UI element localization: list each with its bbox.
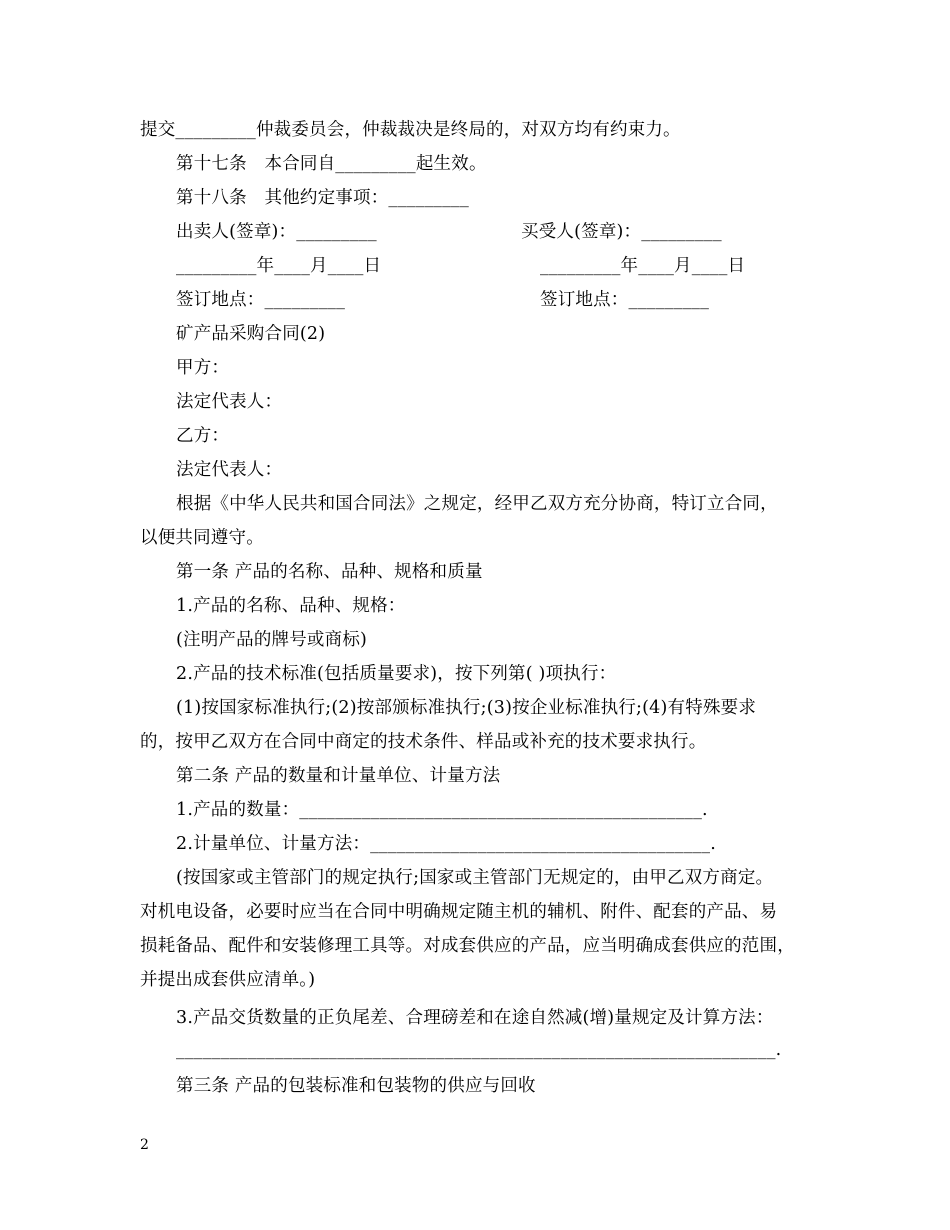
page-number: 2 [140, 1137, 149, 1153]
text-line: 3.产品交货数量的正负尾差、合理磅差和在途自然减(增)量规定及计算方法： [176, 1008, 774, 1028]
text-line: 的，按甲乙双方在合同中商定的技术条件、样品或补充的技术要求执行。 [140, 732, 707, 752]
text-line: 1.产品的名称、品种、规格： [176, 596, 406, 616]
buyer-date-line: _________年____月____日 [540, 256, 746, 276]
seller-date-line: _________年____月____日 [176, 256, 382, 276]
text-line: 损耗备品、配件和安装修理工具等。对成套供应的产品，应当明确成套供应的范围， [140, 936, 795, 956]
text-line: 并提出成套供应清单。) [140, 970, 316, 990]
text-line: (注明产品的牌号或商标) [176, 630, 368, 650]
contract-title: 矿产品采购合同(2) [176, 324, 326, 344]
section-heading: 第二条 产品的数量和计量单位、计量方法 [176, 766, 501, 786]
text-line: 提交_________仲裁委员会，仲裁裁决是终局的，对双方均有约束力。 [140, 120, 681, 140]
text-line: 甲方： [176, 358, 230, 378]
seller-signature-line: 出卖人(签章)：_________ [176, 222, 377, 242]
text-line: 2.产品的技术标准(包括质量要求)，按下列第( )项执行： [176, 664, 617, 684]
text-line: 法定代表人： [176, 460, 283, 480]
section-heading: 第一条 产品的名称、品种、规格和质量 [176, 562, 483, 582]
text-line: 以便共同遵守。 [140, 528, 264, 548]
buyer-signature-line: 买受人(签章)：_________ [521, 222, 722, 242]
section-heading: 第三条 产品的包装标准和包装物的供应与回收 [176, 1076, 536, 1096]
seller-place-line: 签订地点：_________ [176, 290, 346, 310]
text-line: 对机电设备，必要时应当在合同中明确规定随主机的辅机、附件、配套的产品、易 [140, 902, 778, 922]
text-line: 1.产品的数量：_____________________________________________. [176, 800, 708, 820]
text-line: 乙方： [176, 426, 230, 446]
text-line: (按国家或主管部门的规定执行;国家或主管部门无规定的，由甲乙双方商定。 [176, 868, 774, 888]
blank-fill-line: ___________________________________________________________________. [176, 1040, 782, 1060]
text-line: 根据《中华人民共和国合同法》之规定，经甲乙双方充分协商，特订立合同， [176, 494, 778, 514]
text-line: 法定代表人： [176, 392, 283, 412]
text-line: 第十八条 其他约定事项：_________ [176, 188, 469, 208]
buyer-place-line: 签订地点：_________ [540, 290, 710, 310]
text-line: 2.计量单位、计量方法：______________________________________. [176, 834, 716, 854]
text-line: (1)按国家标准执行;(2)按部颁标准执行;(3)按企业标准执行;(4)有特殊要求 [176, 698, 757, 718]
text-line: 第十七条 本合同自_________起生效。 [176, 154, 487, 174]
